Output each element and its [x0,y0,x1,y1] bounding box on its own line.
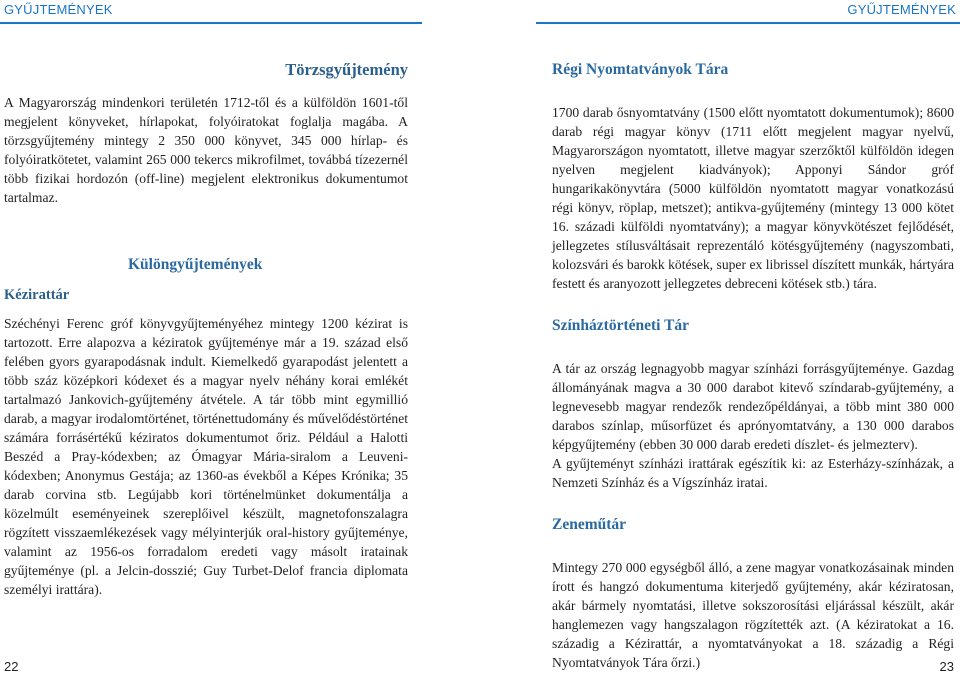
right-page-column [552,60,954,672]
theatre-history-paragraph-2: A gyűjteményt színházi irattárak egészítik ki: az Esterházy-színházak, a Nemzeti Színház és a Vígszínház iratai. [552,456,954,490]
old-prints-paragraph: 1700 darab ősnyomtatvány (1500 előtt nyomtatott dokumentumok); 8600 darab régi magyar könyv (1711 előtt megjelent magyar nyelvű, Magyarországon nyomtatott, illetve magyar szerzőktől külföldön idegen nyelven megjelent kiadványok); Apponyi Sándor gróf hungarikakönyvtára (5000 külföldön nyomtatott magyar vonatkozású régi könyv, röplap, metszet); antikva-gyűjtemény (mintegy 13 000 kötet 16. századi külföldi nyomtatvány); a magyar könyvkötészet fejlődését, jellegzetes stílusváltásait reprezentáló kötésgyűjtemény (nagyszombati, kolozsvári és barokk kötések, super ex librissel díszített munkák, hártyára festett és aranyozott jellegzetes debreceni kötések stb.) tára. [552,105,954,291]
page-number-right: 23 [939,659,954,674]
section-title-main-collection: Törzsgyűjtemény [285,60,408,79]
header-rule-right [536,22,960,24]
theatre-history-paragraph-1: A tár az ország legnagyobb magyar színházi forrásgyűjteménye. Gazdag állományának magva a 30 000 darabot kitevő színdarab-gyűjtemény, a legnevesebb magyar rendezők rendezőpéldányai, a több mint 380 000 darabos színlap, műsorfüzet és aprónyomtatvány, a 130 000 darabos képgyűjtemény (ebben 30 000 darab eredeti díszlet- és jelmezterv). [552,361,954,452]
left-page-column [4,60,408,599]
running-head-left: GYŰJTEMÉNYEK [4,2,113,17]
page-number-left: 22 [4,659,19,674]
main-collection-paragraph: A Magyarország mindenkori területén 1712-től és a külföldön 1601-től megjelent könyveket, hírlapokat, folyóiratokat foglalja magába. A törzsgyűjtemény mintegy 2 350 000 könyvet, 345 000 hírlap- és folyóiratkötetet, valamint 265 000 tekercs mikrofilmet, továbbá tízezernél több fizikai hordozón (off-line) megjelent elektronikus dokumentumot tartalmaz. [4,95,408,205]
manuscripts-paragraph: Széchényi Ferenc gróf könyvgyűjteményéhez mintegy 1200 kézirat is tartozott. Erre alapozva a kéziratok gyűjteménye már a 19. század első felében gyors gyarapodásnak indult. Kiemelkedő gyarapodást jelentett a több száz középkori kódexet és a magyar nyelv néhány korai emlékét tartalmazó Jankovich-gyűjtemény átvétele. A tár több mint egymillió darab, a magyar irodalomtörténet, történettudomány és művelődéstörténet számára forrásértékű kéziratos dokumentumot őriz. Például a Halotti Beszéd a Pray-kódexben; az Ómagyar Mária-siralom a Leuveni-kódexben; Anonymus Gestája; az 1360-as évekből a Képes Krónika; 35 darab corvina stb. Legújabb kori történelmünket dokumentálja a közelmúlt eseményeinek szereplőivel készült, magnetofonszalagra rögzített visszaemlékezések vagy mélyinterjúk oral-history gyűjteménye, valamint az 1956-os forradalom eredeti vagy másolt iratainak gyűjteménye (pl. a Jelcin-dosszié; Guy Turbet-Delof francia diplomata személyi irattára). [4,316,408,597]
header-rule-left [0,22,422,24]
music-collection-paragraph: Mintegy 270 000 egységből álló, a zene magyar vonatkozásainak minden írott és hangzó dokumentuma kiterjedő gyűjtemény, akár kéziratosan, akár bármely nyomtatási, illetve sokszorosítási eljárással készült, akár hanglemezen vagy hangszalagon rögzítették azt. (A kéziratokat a 16. századig a Kézirattár, a nyomtatványokat a 18. századig a Régi Nyomtatványok Tára őrzi.) [552,560,954,670]
section-title-special-collections: Különgyűjtemények [128,256,263,273]
section-title-manuscripts: Kézirattár [4,287,70,303]
section-title-music-collection: Zeneműtár [552,516,627,533]
special-collections-heading-area [4,207,408,303]
section-title-old-prints: Régi Nyomtatványok Tára [552,61,729,78]
section-title-theatre-history: Színháztörténeti Tár [552,317,690,334]
running-head-right: GYŰJTEMÉNYEK [847,2,956,17]
